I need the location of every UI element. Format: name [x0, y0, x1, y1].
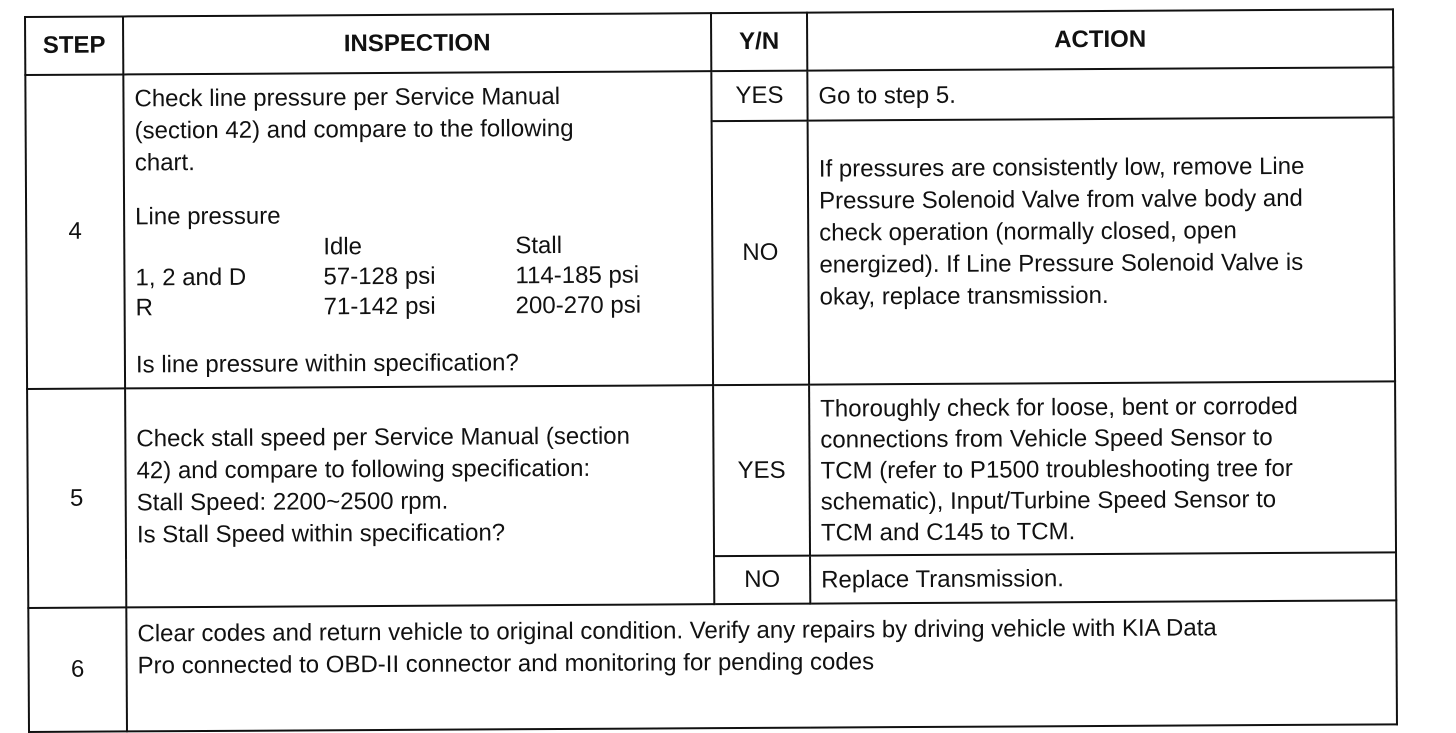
action-line: connections from Vehicle Speed Sensor to: [820, 424, 1273, 454]
step-6-line: Pro connected to OBD-II connector and monitoring for pending codes: [137, 648, 875, 680]
header-action: ACTION: [807, 9, 1393, 70]
step-6-instruction: [126, 600, 1397, 731]
step-4-intro-line: chart.: [134, 149, 195, 177]
step-number-4: 4: [25, 74, 125, 389]
col-stall-header: Stall: [515, 231, 563, 260]
step-4-question: Is line pressure within specification?: [135, 349, 519, 379]
action-line: schematic), Input/Turbine Speed Sensor to: [820, 486, 1277, 516]
step-4-intro-line: Check line pressure per Service Manual: [134, 83, 561, 113]
line-pressure-table-title: Line pressure: [135, 202, 281, 231]
col-idle-header: Idle: [323, 233, 363, 261]
idle-value: 71-142 psi: [323, 292, 436, 321]
step-5-yes-action: [809, 381, 1396, 555]
step-5-no-label: NO: [714, 556, 810, 605]
action-line: Thoroughly check for loose, bent or corroded: [820, 392, 1298, 423]
step-4-no-label: NO: [712, 121, 809, 386]
header-row: [25, 9, 1393, 75]
header-yn: Y/N: [711, 13, 807, 72]
step-4-yes-label: YES: [711, 71, 807, 121]
step-4-yes-row: [25, 67, 1393, 125]
step-5-no-action: Replace Transmission.: [810, 552, 1396, 603]
stall-value: 200-270 psi: [515, 291, 642, 320]
action-line: If pressures are consistently low, remove Line: [818, 152, 1305, 183]
step-5-yes-row: [27, 381, 1396, 560]
step-5-line: Is Stall Speed within specification?: [136, 518, 506, 548]
step-4-yes-action: Go to step 5.: [807, 67, 1393, 120]
idle-value: 57-128 psi: [323, 262, 436, 291]
step-number-5: 5: [27, 388, 126, 608]
troubleshooting-document: [24, 8, 1396, 704]
step-6-row: [28, 600, 1397, 732]
step-4-inspection: [123, 71, 713, 388]
action-line: okay, replace transmission.: [819, 281, 1109, 311]
step-4-intro-line: (section 42) and compare to the following: [134, 114, 574, 145]
action-line: TCM and C145 to TCM.: [820, 518, 1076, 547]
header-inspection: INSPECTION: [123, 13, 711, 74]
action-line: check operation (normally closed, open: [819, 217, 1237, 247]
header-step: STEP: [25, 16, 123, 75]
step-4-no-action: [808, 117, 1395, 384]
action-line: TCM (refer to P1500 troubleshooting tree for: [820, 454, 1293, 485]
step-5-line: Check stall speed per Service Manual (section: [136, 422, 631, 452]
step-6-line: Clear codes and return vehicle to original condition. Verify any repairs by driving vehicle with KIA Data: [137, 614, 1217, 648]
range-label: 1, 2 and D: [135, 263, 247, 292]
step-5-line: 42) and compare to following specification:: [136, 454, 591, 484]
action-line: Pressure Solenoid Valve from valve body and: [818, 184, 1303, 215]
action-line: energized). If Line Pressure Solenoid Valve is: [819, 248, 1304, 279]
step-5-inspection: [125, 385, 714, 607]
step-5-line: Stall Speed: 2200~2500 rpm.: [136, 487, 449, 516]
step-5-yes-label: YES: [713, 385, 810, 557]
step-number-6: 6: [28, 607, 127, 732]
line-pressure-table: [135, 230, 701, 323]
troubleshooting-table: [24, 8, 1398, 733]
stall-value: 114-185 psi: [515, 261, 640, 290]
range-label: R: [135, 294, 154, 322]
